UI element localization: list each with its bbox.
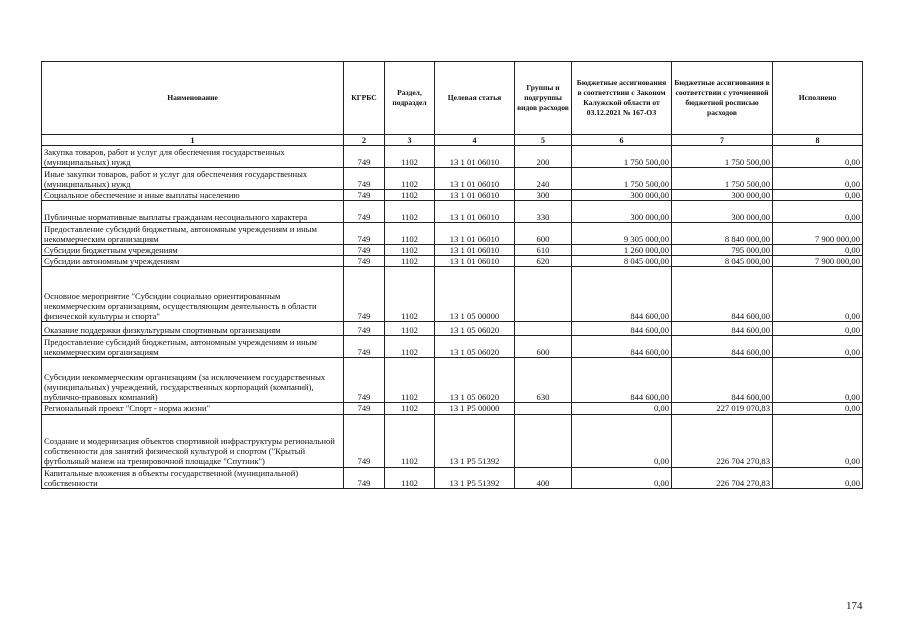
cell-law: 844 600,00 — [572, 322, 672, 336]
cell-celevaya: 13 1 01 06010 — [435, 190, 515, 201]
cell-rospis: 226 704 270,83 — [672, 414, 773, 467]
cell-rospis: 8 045 000,00 — [672, 256, 773, 267]
cell-kgrbs: 749 — [344, 467, 385, 488]
column-number: 4 — [435, 135, 515, 146]
cell-vid — [515, 322, 572, 336]
cell-kgrbs: 749 — [344, 245, 385, 256]
cell-name: Публичные нормативные выплаты гражданам несоциального характера — [42, 201, 344, 223]
cell-kgrbs: 749 — [344, 256, 385, 267]
cell-name: Предоставление субсидий бюджетным, автономным учреждениям и иным некоммерческим организациям — [42, 336, 344, 358]
cell-done: 0,00 — [773, 336, 863, 358]
header-done: Исполнено — [773, 62, 863, 135]
table-row — [42, 267, 863, 322]
cell-kgrbs: 749 — [344, 168, 385, 190]
cell-vid: 300 — [515, 190, 572, 201]
cell-vid: 600 — [515, 336, 572, 358]
header-celevaya: Целевая статья — [435, 62, 515, 135]
cell-celevaya: 13 1 01 06010 — [435, 245, 515, 256]
cell-name: Субсидии некоммерческим организациям (за исключением государственных (муниципальных) учреждений, государственных корпораций (компаний), публично-правовых компаний) — [42, 358, 344, 403]
cell-razdel: 1102 — [385, 146, 435, 168]
cell-done: 0,00 — [773, 190, 863, 201]
cell-rospis: 844 600,00 — [672, 322, 773, 336]
cell-razdel: 1102 — [385, 414, 435, 467]
cell-kgrbs: 749 — [344, 223, 385, 245]
cell-name: Социальное обеспечение и иные выплаты населению — [42, 190, 344, 201]
cell-law: 300 000,00 — [572, 190, 672, 201]
cell-name: Иные закупки товаров, работ и услуг для обеспечения государственных (муниципальных) нужд — [42, 168, 344, 190]
table-header-row — [42, 62, 863, 135]
table-row — [42, 168, 863, 190]
cell-celevaya: 13 1 01 06010 — [435, 168, 515, 190]
cell-name: Региональный проект "Спорт - норма жизни" — [42, 403, 344, 414]
cell-vid: 600 — [515, 223, 572, 245]
table-row — [42, 201, 863, 223]
cell-law: 300 000,00 — [572, 201, 672, 223]
header-kgrbs: КГРБС — [344, 62, 385, 135]
table-row — [42, 414, 863, 467]
table-row — [42, 403, 863, 414]
cell-done: 0,00 — [773, 358, 863, 403]
cell-law: 844 600,00 — [572, 358, 672, 403]
cell-name: Оказание поддержки физкультурным спортивным организациям — [42, 322, 344, 336]
cell-rospis: 795 000,00 — [672, 245, 773, 256]
cell-name: Капитальные вложения в объекты государственной (муниципальной) собственности — [42, 467, 344, 488]
cell-celevaya: 13 1 P5 51392 — [435, 414, 515, 467]
cell-celevaya: 13 1 05 06020 — [435, 358, 515, 403]
header-rospis: Бюджетные ассигнования в соответствии с уточненной бюджетной росписью расходов — [672, 62, 773, 135]
cell-razdel: 1102 — [385, 168, 435, 190]
cell-vid: 610 — [515, 245, 572, 256]
cell-done: 7 900 000,00 — [773, 256, 863, 267]
cell-name: Субсидии бюджетным учреждениям — [42, 245, 344, 256]
header-law: Бюджетные ассигнования в соответствии с Законом Калужской области от 03.12.2021 № 167-ОЗ — [572, 62, 672, 135]
table-row — [42, 245, 863, 256]
table-row — [42, 223, 863, 245]
cell-kgrbs: 749 — [344, 403, 385, 414]
cell-done: 7 900 000,00 — [773, 223, 863, 245]
table-row — [42, 190, 863, 201]
cell-razdel: 1102 — [385, 201, 435, 223]
cell-razdel: 1102 — [385, 190, 435, 201]
cell-name: Основное мероприятие "Субсидии социально ориентированным некоммерческим организациям, осуществляющим деятельность в области физической культуры и спорта" — [42, 267, 344, 322]
column-number: 7 — [672, 135, 773, 146]
cell-rospis: 1 750 500,00 — [672, 146, 773, 168]
table-body — [42, 146, 863, 489]
cell-law: 1 750 500,00 — [572, 146, 672, 168]
cell-name: Закупка товаров, работ и услуг для обеспечения государственных (муниципальных) нужд — [42, 146, 344, 168]
cell-rospis: 8 840 000,00 — [672, 223, 773, 245]
cell-celevaya: 13 1 05 06020 — [435, 322, 515, 336]
cell-celevaya: 13 1 P5 51392 — [435, 467, 515, 488]
cell-done: 0,00 — [773, 267, 863, 322]
cell-celevaya: 13 1 01 06010 — [435, 201, 515, 223]
column-number: 5 — [515, 135, 572, 146]
cell-law: 844 600,00 — [572, 267, 672, 322]
cell-kgrbs: 749 — [344, 267, 385, 322]
cell-kgrbs: 749 — [344, 336, 385, 358]
cell-vid: 630 — [515, 358, 572, 403]
cell-vid — [515, 403, 572, 414]
budget-table — [41, 61, 863, 489]
cell-vid: 200 — [515, 146, 572, 168]
column-number: 2 — [344, 135, 385, 146]
cell-vid — [515, 414, 572, 467]
table-row — [42, 256, 863, 267]
cell-name: Предоставление субсидий бюджетным, автономным учреждениям и иным некоммерческим организациям — [42, 223, 344, 245]
cell-razdel: 1102 — [385, 256, 435, 267]
cell-law: 0,00 — [572, 467, 672, 488]
table-row — [42, 358, 863, 403]
cell-rospis: 844 600,00 — [672, 358, 773, 403]
cell-name: Субсидии автономным учреждениям — [42, 256, 344, 267]
cell-law: 1 750 500,00 — [572, 168, 672, 190]
cell-razdel: 1102 — [385, 267, 435, 322]
cell-law: 844 600,00 — [572, 336, 672, 358]
cell-kgrbs: 749 — [344, 414, 385, 467]
cell-done: 0,00 — [773, 146, 863, 168]
cell-done: 0,00 — [773, 245, 863, 256]
cell-name: Создание и модернизация объектов спортивной инфраструктуры региональной собственности для занятий физической культурой и спортом ("Крытый футбольный манеж на тренировочной площадке "Спутник") — [42, 414, 344, 467]
cell-rospis: 226 704 270,83 — [672, 467, 773, 488]
cell-vid: 620 — [515, 256, 572, 267]
cell-rospis: 844 600,00 — [672, 336, 773, 358]
cell-rospis: 300 000,00 — [672, 201, 773, 223]
column-number: 6 — [572, 135, 672, 146]
cell-done: 0,00 — [773, 414, 863, 467]
cell-razdel: 1102 — [385, 223, 435, 245]
header-razdel: Раздел, подраздел — [385, 62, 435, 135]
cell-done: 0,00 — [773, 201, 863, 223]
cell-celevaya: 13 1 05 00000 — [435, 267, 515, 322]
cell-vid: 240 — [515, 168, 572, 190]
column-number-row — [42, 135, 863, 146]
cell-vid: 400 — [515, 467, 572, 488]
cell-razdel: 1102 — [385, 467, 435, 488]
cell-razdel: 1102 — [385, 336, 435, 358]
cell-celevaya: 13 1 P5 00000 — [435, 403, 515, 414]
cell-razdel: 1102 — [385, 358, 435, 403]
page-number: 174 — [846, 600, 863, 612]
cell-done: 0,00 — [773, 168, 863, 190]
table-row — [42, 146, 863, 168]
cell-done: 0,00 — [773, 322, 863, 336]
cell-celevaya: 13 1 01 06010 — [435, 146, 515, 168]
table-row — [42, 336, 863, 358]
header-vid: Группы и подгруппы видов расходов — [515, 62, 572, 135]
column-number: 1 — [42, 135, 344, 146]
table-row — [42, 467, 863, 488]
cell-kgrbs: 749 — [344, 201, 385, 223]
cell-celevaya: 13 1 05 06020 — [435, 336, 515, 358]
cell-rospis: 227 019 070,83 — [672, 403, 773, 414]
cell-law: 0,00 — [572, 403, 672, 414]
cell-rospis: 300 000,00 — [672, 190, 773, 201]
cell-razdel: 1102 — [385, 403, 435, 414]
column-number: 3 — [385, 135, 435, 146]
cell-kgrbs: 749 — [344, 146, 385, 168]
cell-kgrbs: 749 — [344, 190, 385, 201]
cell-rospis: 1 750 500,00 — [672, 168, 773, 190]
cell-vid: 330 — [515, 201, 572, 223]
cell-razdel: 1102 — [385, 245, 435, 256]
cell-done: 0,00 — [773, 467, 863, 488]
cell-law: 8 045 000,00 — [572, 256, 672, 267]
cell-rospis: 844 600,00 — [672, 267, 773, 322]
cell-law: 1 260 000,00 — [572, 245, 672, 256]
cell-kgrbs: 749 — [344, 358, 385, 403]
cell-law: 9 305 000,00 — [572, 223, 672, 245]
table-row — [42, 322, 863, 336]
cell-razdel: 1102 — [385, 322, 435, 336]
header-name: Наименование — [42, 62, 344, 135]
cell-done: 0,00 — [773, 403, 863, 414]
cell-kgrbs: 749 — [344, 322, 385, 336]
cell-celevaya: 13 1 01 06010 — [435, 223, 515, 245]
cell-vid — [515, 267, 572, 322]
cell-law: 0,00 — [572, 414, 672, 467]
column-number: 8 — [773, 135, 863, 146]
cell-celevaya: 13 1 01 06010 — [435, 256, 515, 267]
